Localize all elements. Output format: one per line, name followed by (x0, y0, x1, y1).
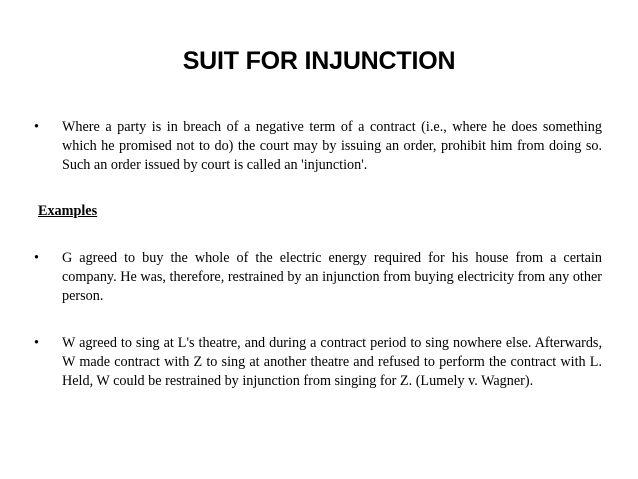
intro-bullet (34, 118, 602, 175)
bullet-marker: • (34, 250, 39, 266)
intro-bullet-text: Where a party is in breach of a negative term of a contract (i.e., where he does something which he promised not to do) the court may by issuing an order, prohibit him from doing so. Such an order issued by court is called an 'injunction'. (62, 119, 602, 173)
bullet-marker: • (34, 335, 39, 351)
example-text-2: W agreed to sing at L's theatre, and during a contract period to sing nowhere else. Afterwards, W made contract with Z to sing at another theatre and refused to perform the contract with L. Held, W could be restrained by injunction from singing for Z. (Lumely v. Wagner). (62, 335, 602, 389)
example-bullet-2 (34, 334, 602, 391)
example-bullet-1 (34, 249, 602, 306)
bullet-marker: • (34, 119, 39, 135)
slide-title: SUIT FOR INJUNCTION (182, 47, 456, 75)
examples-heading: Examples (38, 203, 98, 219)
example-text-1: G agreed to buy the whole of the electric energy required for his house from a certain company. He was, therefore, restrained by an injunction from buying electricity from any other person. (62, 250, 602, 304)
